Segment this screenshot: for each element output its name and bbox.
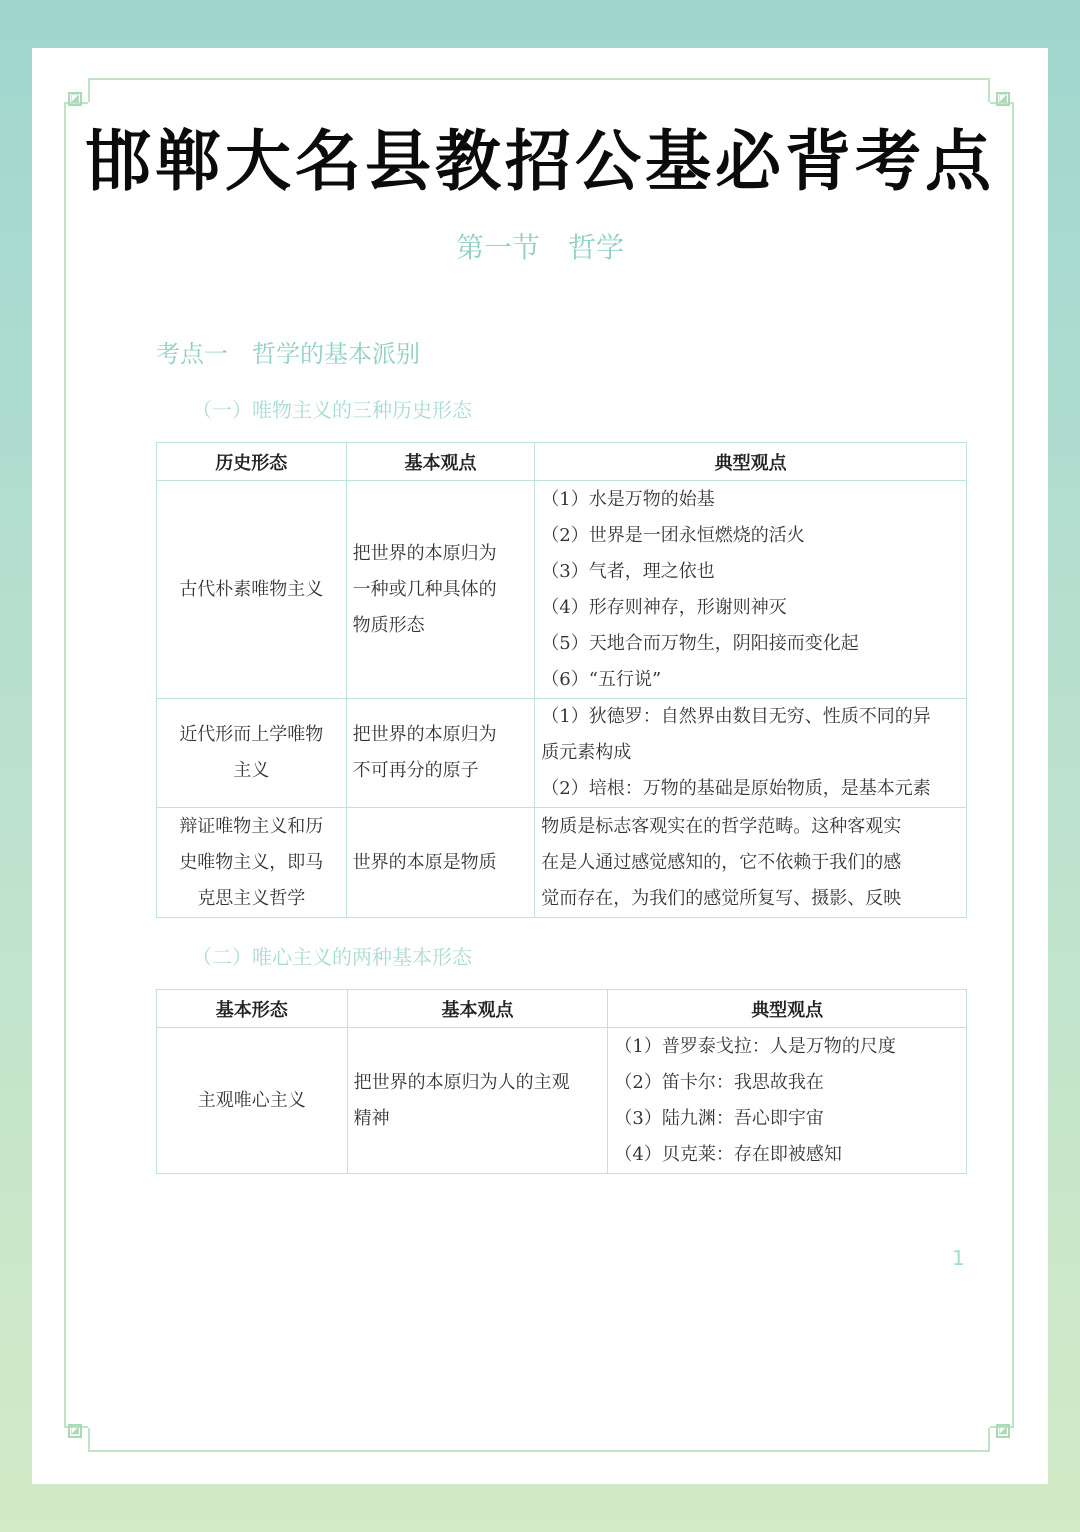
form-cell: 主观唯心主义	[157, 1028, 348, 1174]
view-cell: 世界的本原是物质	[346, 808, 535, 918]
header-cell: 典型观点	[535, 443, 967, 481]
materialism-table	[156, 442, 967, 918]
page-number: 1	[952, 1246, 965, 1270]
subsection-title-materialism: （一）唯物主义的三种历史形态	[192, 398, 472, 422]
idealism-table	[156, 989, 967, 1174]
table-row	[157, 1028, 967, 1174]
header-cell: 典型观点	[608, 990, 967, 1028]
header-cell: 基本观点	[347, 990, 608, 1028]
header-cell: 基本观点	[346, 443, 535, 481]
typical-cell: 物质是标志客观实在的哲学范畴。这种客观实 在是人通过感觉感知的，它不依赖于我们的感 觉而存在，为我们的感觉所复写、摄影、反映	[535, 808, 967, 918]
corner-ornament-icon: ◪	[996, 92, 1010, 106]
table-row	[157, 808, 967, 918]
header-cell: 历史形态	[157, 443, 347, 481]
table-header-row	[157, 443, 967, 481]
form-cell: 古代朴素唯物主义	[157, 481, 347, 699]
table-row	[157, 481, 967, 699]
view-cell: 把世界的本原归为 一种或几种具体的 物质形态	[346, 481, 535, 699]
table-row	[157, 699, 967, 808]
form-cell: 近代形而上学唯物 主义	[157, 699, 347, 808]
section-title: 第一节 哲学	[455, 231, 624, 264]
table-header-row	[157, 990, 967, 1028]
form-cell: 辩证唯物主义和历 史唯物主义，即马 克思主义哲学	[157, 808, 347, 918]
view-cell: 把世界的本原归为人的主观 精神	[347, 1028, 608, 1174]
typical-cell: （1）普罗泰戈拉：人是万物的尺度 （2）笛卡尔：我思故我在 （3）陆九渊：吾心即宇宙 （4）贝克莱：存在即被感知	[608, 1028, 967, 1174]
header-cell: 基本形态	[157, 990, 348, 1028]
corner-ornament-icon: ◪	[996, 1424, 1010, 1438]
page-title: 邯郸大名县教招公基必背考点	[85, 123, 995, 200]
corner-ornament-icon: ◪	[68, 92, 82, 106]
subsection-title-idealism: （二）唯心主义的两种基本形态	[192, 945, 472, 969]
typical-cell: （1）水是万物的始基 （2）世界是一团永恒燃烧的活火 （3）气者，理之依也 （4）形存则神存，形谢则神灭 （5）天地合而万物生，阴阳接而变化起 （6）“五行说”	[535, 481, 967, 699]
typical-cell: （1）狄德罗：自然界由数目无穷、性质不同的异 质元素构成 （2）培根：万物的基础是原始物质，是基本元素	[535, 699, 967, 808]
view-cell: 把世界的本原归为 不可再分的原子	[346, 699, 535, 808]
corner-ornament-icon: ◪	[68, 1424, 82, 1438]
point-title: 考点一 哲学的基本派别	[156, 340, 420, 368]
